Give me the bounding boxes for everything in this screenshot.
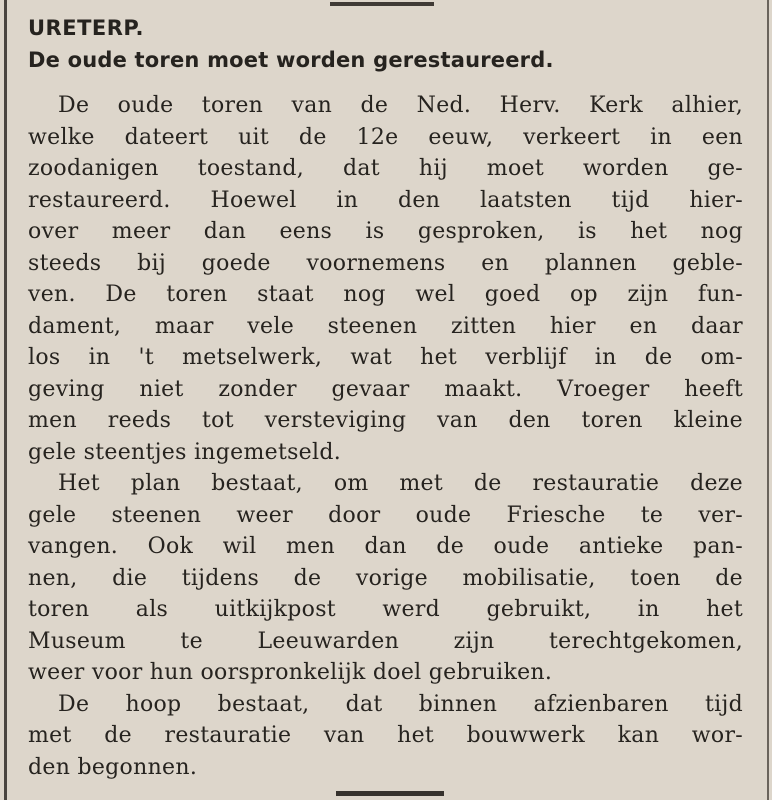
article-line: toren als uitkijkpost werd gebruikt, in het	[28, 597, 743, 622]
article-line: welke dateert uit de 12e eeuw, verkeert in een	[28, 124, 743, 150]
article-line: geving niet zonder gevaar maakt. Vroeger heeft	[28, 376, 743, 402]
article-line: nen, die tijdens de vorige mobilisatie, toen de	[28, 565, 743, 591]
article-line: steeds bij goede voornemens en plannen geble-	[28, 250, 743, 276]
news-article	[28, 12, 743, 783]
article-line: vangen. Ook wil men dan de oude antieke pan-	[28, 534, 743, 559]
top-separator-rule	[330, 2, 434, 6]
column-rule-left	[4, 0, 7, 800]
article-line: Museum te Leeuwarden zijn terechtgekomen,	[28, 628, 743, 654]
article-line: restaureerd. Hoewel in den laatsten tijd hier-	[28, 187, 743, 213]
article-line: Het plan bestaat, om met de restauratie deze	[58, 471, 743, 496]
article-headline: De oude toren moet worden gerestaureerd.	[28, 48, 554, 72]
article-line: gele steentjes ingemetseld.	[28, 439, 342, 465]
article-line: los in 't metselwerk, wat het verblijf in de om-	[28, 345, 743, 370]
article-line: den begonnen.	[28, 754, 198, 780]
article-line: over meer dan eens is gesproken, is het nog	[28, 219, 743, 244]
article-line: met de restauratie van het bouwwerk kan wor-	[28, 723, 743, 748]
article-line: men reeds tot versteviging van den toren kleine	[28, 408, 743, 433]
article-line: gele steenen weer door oude Friesche te ver-	[28, 502, 743, 528]
article-line: De hoop bestaat, dat binnen afzienbaren tijd	[58, 691, 743, 717]
article-line: zoodanigen toestand, dat hij moet worden ge-	[28, 156, 743, 181]
bottom-separator-rule	[336, 791, 444, 796]
article-line: weer voor hun oorspronkelijk doel gebruiken.	[28, 660, 553, 685]
column-rule-right	[767, 0, 769, 800]
article-line: ven. De toren staat nog wel goed op zijn fun-	[28, 282, 743, 307]
article-line: dament, maar vele steenen zitten hier en daar	[28, 313, 743, 339]
article-kicker: URETERP.	[28, 16, 144, 40]
article-line: De oude toren van de Ned. Herv. Kerk alhier,	[58, 93, 743, 118]
article-body	[28, 90, 743, 783]
